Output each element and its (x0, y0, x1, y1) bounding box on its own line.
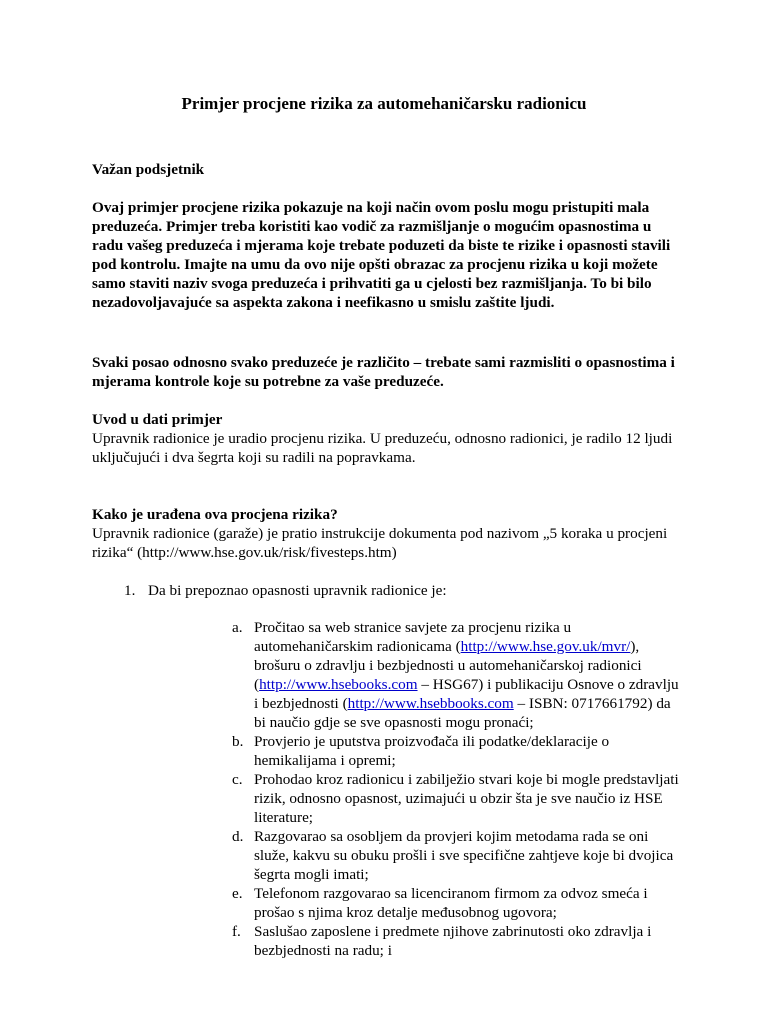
list-marker: c. (232, 771, 243, 788)
reminder-paragraph-2: Svaki posao odnosno svako preduzeće je različito – trebate sami razmisliti o opasnostima i mjerama kontrole koje su potrebne za vaše preduzeće. (92, 354, 675, 390)
list-item (232, 827, 682, 884)
hse-mvr-link[interactable]: http://www.hse.gov.uk/mvr/ (460, 638, 631, 655)
list-item (232, 922, 682, 960)
list-item (232, 884, 682, 922)
document-title: Primjer procjene rizika za automehaničarsku radionicu (181, 94, 587, 113)
list-marker: b. (232, 733, 244, 750)
list-item (232, 618, 682, 732)
item-text: ), brošuru o zdravlju i bezbjednosti u automehaničarskoj radionici ( (254, 638, 642, 693)
list-marker: e. (232, 885, 243, 902)
list-marker: d. (232, 828, 244, 845)
step-text: Da bi prepoznao opasnosti upravnik radionice je: (148, 582, 447, 599)
item-text: – HSG67) i publikaciju Osnove o zdravlju i bezbjednosti ( (254, 676, 679, 712)
item-text: Razgovarao sa osobljem da provjeri kojim metodama rada se oni služe, kakvu su obuku prošli i sve specifične zahtjeve koje bi dvojica šegrta mogli imati; (254, 828, 674, 883)
hazard-steps-list (232, 618, 682, 960)
item-text: Provjerio je uputstva proizvođača ili podatke/deklaracije o hemikalijama i opremi; (254, 733, 610, 769)
intro-heading: Uvod u dati primjer (92, 411, 223, 428)
hsebbooks-link[interactable]: http://www.hsebbooks.com (347, 695, 514, 712)
how-heading: Kako je urađena ova procjena rizika? (92, 506, 338, 523)
item-text: Telefonom razgovarao sa licenciranom firmom za odvoz smeća i prošao s njima kroz detalje međusobnog ugovora; (254, 885, 648, 921)
list-item (232, 770, 682, 827)
hsebooks-link[interactable]: http://www.hsebooks.com (259, 676, 418, 693)
item-text: Prohodao kroz radionicu i zabilježio stvari koje bi mogle predstavljati rizik, odnosno opasnost, uzimajući u obzir šta je sve naučio iz HSE literature; (254, 771, 679, 826)
list-item (232, 732, 682, 770)
reminder-heading: Važan podsjetnik (92, 161, 205, 178)
list-marker: a. (232, 619, 243, 636)
reminder-paragraph-1: Ovaj primjer procjene rizika pokazuje na koji način ovom poslu mogu pristupiti mala preduzeća. Primjer treba koristiti kao vodič za razmišljanje o mogućim opasnostima u radu vašeg preduzeća i mjerama koje trebate poduzeti da biste te rizike i opasnosti stavili pod kontrolu. Imajte na umu da ovo nije opšti obrazac za procjenu rizika u koji možete samo staviti naziv svoga preduzeća i prihvatiti ga u cjelosti bez razmišljanja. To bi bilo nezadovoljavajuće sa aspekta zakona i neefikasno u smislu zaštite ljudi. (92, 199, 671, 311)
item-text: Pročitao sa web stranice savjete za procjenu rizika u automehaničarskim radionicama ( (254, 619, 572, 655)
numbered-step-1 (124, 581, 684, 600)
step-number: 1. (124, 582, 136, 599)
intro-text: Upravnik radionice je uradio procjenu rizika. U preduzeću, odnosno radionici, je radilo 12 ljudi uključujući i dva šegrta koji su radili na popravkama. (92, 430, 673, 466)
item-text: – ISBN: 0717661792) da bi naučio gdje se sve opasnosti mogu pronaći; (254, 695, 671, 731)
how-text: Upravnik radionice (garaže) je pratio instrukcije dokumenta pod nazivom „5 koraka u procjeni rizika“ (http://www.hse.gov.uk/risk/fivesteps.htm) (92, 525, 668, 561)
list-marker: f. (232, 923, 241, 940)
item-text: Saslušao zaposlene i predmete njihove zabrinutosti oko zdravlja i bezbjednosti na radu; i (254, 923, 652, 959)
